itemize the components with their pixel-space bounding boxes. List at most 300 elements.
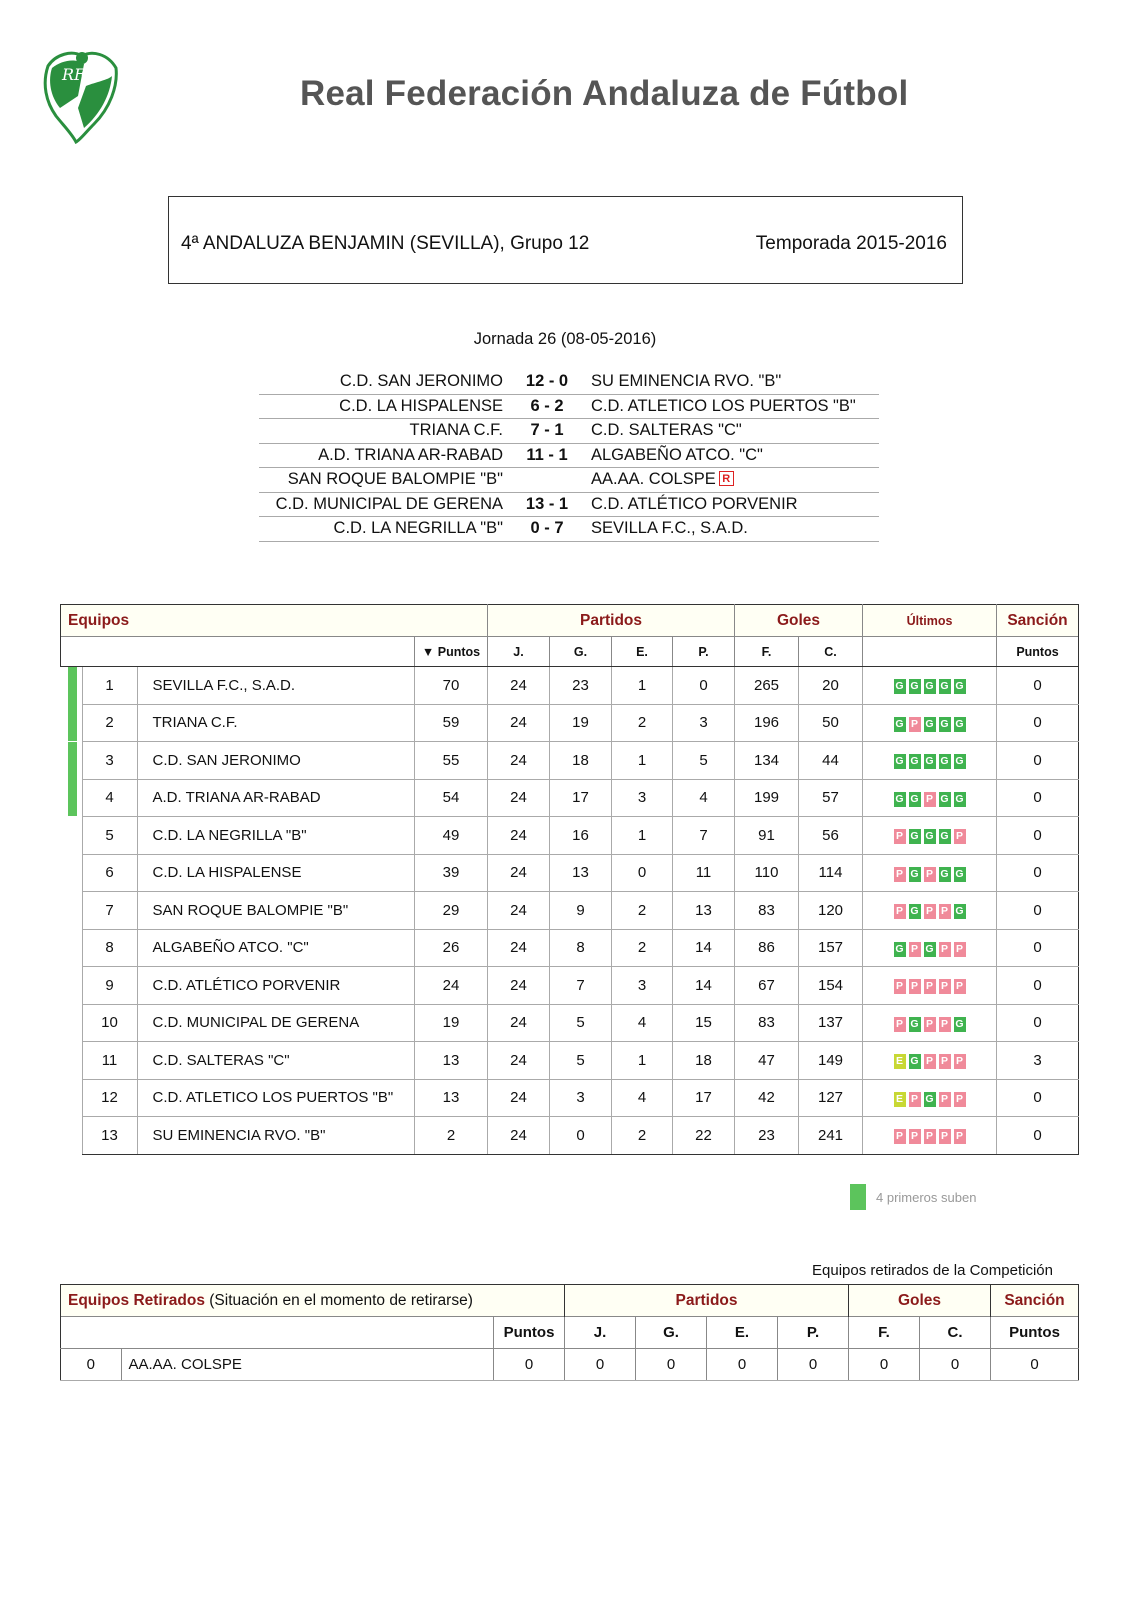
retired-col-puntos: Puntos: [494, 1317, 565, 1349]
match-away: [587, 443, 879, 468]
promotion-indicator: [61, 1004, 83, 1042]
lost: 7: [673, 817, 735, 855]
last-results: [863, 967, 997, 1005]
goals-for: 110: [735, 854, 799, 892]
standings-table: [60, 604, 1079, 1155]
result-chip: P: [924, 792, 936, 807]
match-away-team[interactable]: AA.AA. COLSPE: [591, 470, 716, 489]
promotion-indicator: [61, 967, 83, 1005]
result-chip: G: [895, 680, 904, 693]
header-sancion: Sanción: [997, 605, 1079, 637]
match-row: [259, 394, 879, 419]
result-chip: P: [924, 979, 936, 994]
played: 24: [488, 667, 550, 705]
goals-against: 44: [799, 742, 863, 780]
retired-row: [61, 1349, 1079, 1381]
result-chip: G: [910, 1017, 919, 1030]
match-home[interactable]: C.D. LA NEGRILLA "B": [259, 517, 507, 542]
points: 29: [415, 892, 488, 930]
result-chip: G: [895, 942, 904, 955]
won: 19: [550, 704, 612, 742]
team-name[interactable]: SAN ROQUE BALOMPIE "B": [137, 892, 415, 930]
result-chip: P: [894, 1017, 906, 1032]
retired-position: 0: [61, 1349, 122, 1381]
promotion-legend-text: 4 primeros suben: [876, 1190, 977, 1205]
goals-for: 91: [735, 817, 799, 855]
result-chip: G: [955, 792, 964, 805]
table-row: [61, 779, 1079, 817]
drawn: 1: [612, 817, 673, 855]
result-chip: G: [925, 755, 934, 768]
last-results: [863, 1004, 997, 1042]
result-chip: P: [954, 1129, 966, 1144]
match-home[interactable]: SAN ROQUE BALOMPIE "B": [259, 468, 507, 493]
last-results: [863, 854, 997, 892]
lost: 22: [673, 1117, 735, 1155]
points: 59: [415, 704, 488, 742]
drawn: 4: [612, 1004, 673, 1042]
won: 5: [550, 1042, 612, 1080]
played: 24: [488, 967, 550, 1005]
sanction-points: 3: [997, 1042, 1079, 1080]
position: 4: [82, 779, 137, 817]
lost: 15: [673, 1004, 735, 1042]
retired-points: 0: [494, 1349, 565, 1381]
position: 3: [82, 742, 137, 780]
matches-table: [259, 370, 879, 542]
played: 24: [488, 1042, 550, 1080]
result-chip: P: [939, 942, 951, 957]
match-away-team[interactable]: C.D. ATLETICO LOS PUERTOS "B": [591, 396, 856, 415]
goals-against: 50: [799, 704, 863, 742]
sanction-points: 0: [997, 1004, 1079, 1042]
result-chip: P: [909, 717, 921, 732]
table-row: [61, 1117, 1079, 1155]
match-away: [587, 370, 879, 394]
team-name[interactable]: C.D. SAN JERONIMO: [137, 742, 415, 780]
lost: 11: [673, 854, 735, 892]
result-chip: P: [954, 942, 966, 957]
result-chip: P: [894, 979, 906, 994]
retired-col-g: G.: [636, 1317, 707, 1349]
goals-against: 120: [799, 892, 863, 930]
promotion-bar: [68, 742, 77, 779]
last-results: [863, 1079, 997, 1117]
result-chip: G: [895, 755, 904, 768]
retired-badge-icon: R: [719, 471, 734, 486]
goals-for: 199: [735, 779, 799, 817]
match-home[interactable]: C.D. MUNICIPAL DE GERENA: [259, 492, 507, 517]
points: 70: [415, 667, 488, 705]
won: 8: [550, 929, 612, 967]
table-row: [61, 1004, 1079, 1042]
sort-puntos-header[interactable]: ▼ Puntos: [415, 637, 488, 667]
retired-header-sancion: Sanción: [991, 1285, 1079, 1317]
result-chip: G: [910, 830, 919, 843]
season-label: Temporada 2015-2016: [755, 233, 947, 254]
position: 1: [82, 667, 137, 705]
team-name[interactable]: C.D. ATLETICO LOS PUERTOS "B": [137, 1079, 415, 1117]
points: 24: [415, 967, 488, 1005]
position: 2: [82, 704, 137, 742]
match-away-team[interactable]: SU EMINENCIA RVO. "B": [591, 372, 782, 391]
drawn: 3: [612, 779, 673, 817]
last-results: [863, 742, 997, 780]
match-home[interactable]: A.D. TRIANA AR-RABAD: [259, 443, 507, 468]
match-home[interactable]: C.D. LA HISPALENSE: [259, 394, 507, 419]
match-score: 11 - 1: [507, 443, 587, 468]
points: 49: [415, 817, 488, 855]
goals-against: 127: [799, 1079, 863, 1117]
result-chip: G: [940, 680, 949, 693]
retired-won: 0: [636, 1349, 707, 1381]
result-chip: G: [910, 755, 919, 768]
won: 7: [550, 967, 612, 1005]
result-chip: P: [954, 829, 966, 844]
drawn: 1: [612, 1042, 673, 1080]
result-chip: G: [940, 830, 949, 843]
team-name[interactable]: C.D. LA NEGRILLA "B": [137, 817, 415, 855]
result-chip: P: [909, 979, 921, 994]
result-chip: G: [925, 717, 934, 730]
match-score: 12 - 0: [507, 370, 587, 394]
match-away: [587, 394, 879, 419]
retired-header-goles: Goles: [849, 1285, 991, 1317]
table-row: [61, 967, 1079, 1005]
result-chip: G: [940, 755, 949, 768]
team-name[interactable]: TRIANA C.F.: [137, 704, 415, 742]
position: 13: [82, 1117, 137, 1155]
position: 10: [82, 1004, 137, 1042]
col-c: C.: [799, 637, 863, 667]
position: 6: [82, 854, 137, 892]
team-name[interactable]: A.D. TRIANA AR-RABAD: [137, 779, 415, 817]
position: 5: [82, 817, 137, 855]
sanction-points: 0: [997, 742, 1079, 780]
goals-for: 134: [735, 742, 799, 780]
lost: 0: [673, 667, 735, 705]
retired-sanction: 0: [991, 1349, 1079, 1381]
lost: 17: [673, 1079, 735, 1117]
result-chip: G: [925, 830, 934, 843]
table-row: [61, 742, 1079, 780]
played: 24: [488, 1004, 550, 1042]
goals-against: 20: [799, 667, 863, 705]
goals-against: 149: [799, 1042, 863, 1080]
result-chip: G: [910, 680, 919, 693]
sanction-points: 0: [997, 1117, 1079, 1155]
team-name[interactable]: C.D. LA HISPALENSE: [137, 854, 415, 892]
promotion-indicator: [61, 1042, 83, 1080]
sanction-points: 0: [997, 667, 1079, 705]
promotion-indicator: [61, 742, 83, 780]
points: 2: [415, 1117, 488, 1155]
match-away: [587, 492, 879, 517]
match-score: 7 - 1: [507, 419, 587, 444]
header-equipos: Equipos: [61, 605, 415, 637]
result-chip: G: [940, 717, 949, 730]
match-away-team[interactable]: ALGABEÑO ATCO. "C": [591, 445, 763, 464]
drawn: 1: [612, 742, 673, 780]
position: 11: [82, 1042, 137, 1080]
points: 55: [415, 742, 488, 780]
promotion-indicator: [61, 667, 83, 705]
match-row: [259, 370, 879, 394]
match-away: [587, 517, 879, 542]
promotion-indicator: [61, 1117, 83, 1155]
points: 13: [415, 1042, 488, 1080]
sanction-points: 0: [997, 1079, 1079, 1117]
table-row: [61, 929, 1079, 967]
sanction-points: 0: [997, 704, 1079, 742]
goals-against: 154: [799, 967, 863, 1005]
drawn: 2: [612, 929, 673, 967]
goals-against: 157: [799, 929, 863, 967]
match-away-team[interactable]: C.D. SALTERAS "C": [591, 421, 742, 440]
col-f: F.: [735, 637, 799, 667]
last-results: [863, 1117, 997, 1155]
result-chip: P: [894, 1129, 906, 1144]
match-row: [259, 492, 879, 517]
goals-for: 196: [735, 704, 799, 742]
result-chip: P: [939, 1129, 951, 1144]
team-name[interactable]: SEVILLA F.C., S.A.D.: [137, 667, 415, 705]
result-chip: P: [939, 904, 951, 919]
header-goles: Goles: [735, 605, 863, 637]
played: 24: [488, 892, 550, 930]
drawn: 2: [612, 892, 673, 930]
match-away: [587, 468, 879, 493]
table-row: [61, 817, 1079, 855]
promotion-bar: [68, 704, 77, 741]
result-chip: P: [954, 979, 966, 994]
retired-col-sancion: Puntos: [991, 1317, 1079, 1349]
match-home[interactable]: TRIANA C.F.: [259, 419, 507, 444]
promotion-indicator: [61, 929, 83, 967]
goals-for: 23: [735, 1117, 799, 1155]
goals-for: 47: [735, 1042, 799, 1080]
match-row: [259, 468, 879, 493]
match-away-team[interactable]: SEVILLA F.C., S.A.D.: [591, 519, 748, 538]
result-chip: P: [939, 1054, 951, 1069]
goals-for: 83: [735, 892, 799, 930]
result-chip: G: [925, 680, 934, 693]
match-home[interactable]: C.D. SAN JERONIMO: [259, 370, 507, 394]
result-chip: P: [939, 1017, 951, 1032]
result-chip: G: [955, 755, 964, 768]
result-chip: P: [894, 829, 906, 844]
played: 24: [488, 704, 550, 742]
promotion-bar: [68, 667, 77, 704]
match-row: [259, 443, 879, 468]
position: 8: [82, 929, 137, 967]
last-results: [863, 817, 997, 855]
match-score: 6 - 2: [507, 394, 587, 419]
last-results: [863, 704, 997, 742]
drawn: 3: [612, 967, 673, 1005]
retired-goals-for: 0: [849, 1349, 920, 1381]
sort-desc-icon: ▼: [421, 644, 435, 659]
match-score: 0 - 7: [507, 517, 587, 542]
won: 9: [550, 892, 612, 930]
played: 24: [488, 817, 550, 855]
retired-header: Equipos Retirados (Situación en el momento de retirarse): [61, 1285, 565, 1317]
goals-for: 86: [735, 929, 799, 967]
result-chip: G: [925, 1092, 934, 1105]
competition-name: 4ª ANDALUZA BENJAMIN (SEVILLA), Grupo 12: [181, 233, 590, 254]
retired-caption: Equipos retirados de la Competición: [812, 1262, 1053, 1279]
position: 7: [82, 892, 137, 930]
points: 19: [415, 1004, 488, 1042]
result-chip: P: [924, 904, 936, 919]
retired-header-partidos: Partidos: [565, 1285, 849, 1317]
played: 24: [488, 742, 550, 780]
jornada-title: Jornada 26 (08-05-2016): [473, 330, 657, 348]
table-row: [61, 1042, 1079, 1080]
result-chip: P: [924, 1129, 936, 1144]
promotion-indicator: [61, 779, 83, 817]
retired-lost: 0: [778, 1349, 849, 1381]
sanction-points: 0: [997, 892, 1079, 930]
won: 23: [550, 667, 612, 705]
position: 12: [82, 1079, 137, 1117]
match-score: [507, 468, 587, 493]
last-results: [863, 779, 997, 817]
table-row: [61, 704, 1079, 742]
played: 24: [488, 1117, 550, 1155]
team-name[interactable]: ALGABEÑO ATCO. "C": [137, 929, 415, 967]
result-chip: P: [924, 1054, 936, 1069]
result-chip: P: [909, 942, 921, 957]
points: 39: [415, 854, 488, 892]
played: 24: [488, 779, 550, 817]
goals-against: 114: [799, 854, 863, 892]
result-chip: G: [955, 905, 964, 918]
retired-col-f: F.: [849, 1317, 920, 1349]
result-chip: P: [939, 1092, 951, 1107]
lost: 14: [673, 929, 735, 967]
won: 0: [550, 1117, 612, 1155]
table-row: [61, 892, 1079, 930]
rfaf-logo: [38, 46, 120, 146]
match-row: [259, 419, 879, 444]
goals-against: 241: [799, 1117, 863, 1155]
retired-col-p: P.: [778, 1317, 849, 1349]
result-chip: G: [925, 942, 934, 955]
sanction-points: 0: [997, 967, 1079, 1005]
match-away: [587, 419, 879, 444]
goals-for: 42: [735, 1079, 799, 1117]
team-name[interactable]: C.D. ATLÉTICO PORVENIR: [137, 967, 415, 1005]
team-name[interactable]: SU EMINENCIA RVO. "B": [137, 1117, 415, 1155]
promotion-indicator: [61, 817, 83, 855]
team-name[interactable]: C.D. SALTERAS "C": [137, 1042, 415, 1080]
result-chip: P: [924, 867, 936, 882]
result-chip: G: [895, 792, 904, 805]
match-row: [259, 517, 879, 542]
team-name[interactable]: C.D. MUNICIPAL DE GERENA: [137, 1004, 415, 1042]
retired-team-name[interactable]: AA.AA. COLSPE: [121, 1349, 494, 1381]
result-chip: G: [910, 905, 919, 918]
lost: 3: [673, 704, 735, 742]
svg-text:RFAF: RFAF: [62, 65, 107, 84]
match-away-team[interactable]: C.D. ATLÉTICO PORVENIR: [591, 494, 798, 513]
won: 3: [550, 1079, 612, 1117]
retired-drawn: 0: [707, 1349, 778, 1381]
last-results: [863, 929, 997, 967]
last-results: [863, 892, 997, 930]
competition-box: [168, 196, 963, 284]
drawn: 0: [612, 854, 673, 892]
promotion-indicator: [61, 854, 83, 892]
points: 26: [415, 929, 488, 967]
result-chip: P: [909, 1129, 921, 1144]
points: 54: [415, 779, 488, 817]
result-chip: G: [910, 867, 919, 880]
points: 13: [415, 1079, 488, 1117]
won: 13: [550, 854, 612, 892]
promotion-legend-swatch: [850, 1184, 866, 1210]
promotion-indicator: [61, 1079, 83, 1117]
col-g: G.: [550, 637, 612, 667]
played: 24: [488, 929, 550, 967]
retired-played: 0: [565, 1349, 636, 1381]
result-chip: G: [955, 680, 964, 693]
lost: 5: [673, 742, 735, 780]
result-chip: E: [894, 1054, 906, 1069]
retired-col-c: C.: [920, 1317, 991, 1349]
retired-col-j: J.: [565, 1317, 636, 1349]
header-partidos: Partidos: [488, 605, 735, 637]
drawn: 2: [612, 704, 673, 742]
result-chip: G: [955, 1017, 964, 1030]
played: 24: [488, 1079, 550, 1117]
retired-goals-against: 0: [920, 1349, 991, 1381]
result-chip: P: [894, 904, 906, 919]
result-chip: E: [894, 1092, 906, 1107]
lost: 14: [673, 967, 735, 1005]
lost: 13: [673, 892, 735, 930]
retired-col-e: E.: [707, 1317, 778, 1349]
sanction-points: 0: [997, 779, 1079, 817]
result-chip: P: [954, 1092, 966, 1107]
goals-against: 137: [799, 1004, 863, 1042]
col-p: P.: [673, 637, 735, 667]
table-row: [61, 1079, 1079, 1117]
position: 9: [82, 967, 137, 1005]
last-results: [863, 1042, 997, 1080]
last-results: [863, 667, 997, 705]
result-chip: P: [954, 1054, 966, 1069]
table-row: [61, 667, 1079, 705]
result-chip: G: [940, 867, 949, 880]
sanction-points: 0: [997, 929, 1079, 967]
played: 24: [488, 854, 550, 892]
table-row: [61, 854, 1079, 892]
sanction-points: 0: [997, 854, 1079, 892]
promotion-indicator: [61, 704, 83, 742]
result-chip: G: [910, 1055, 919, 1068]
won: 18: [550, 742, 612, 780]
won: 5: [550, 1004, 612, 1042]
promotion-bar: [68, 779, 77, 816]
result-chip: G: [955, 717, 964, 730]
lost: 18: [673, 1042, 735, 1080]
lost: 4: [673, 779, 735, 817]
match-score: 13 - 1: [507, 492, 587, 517]
goals-against: 56: [799, 817, 863, 855]
result-chip: P: [939, 979, 951, 994]
